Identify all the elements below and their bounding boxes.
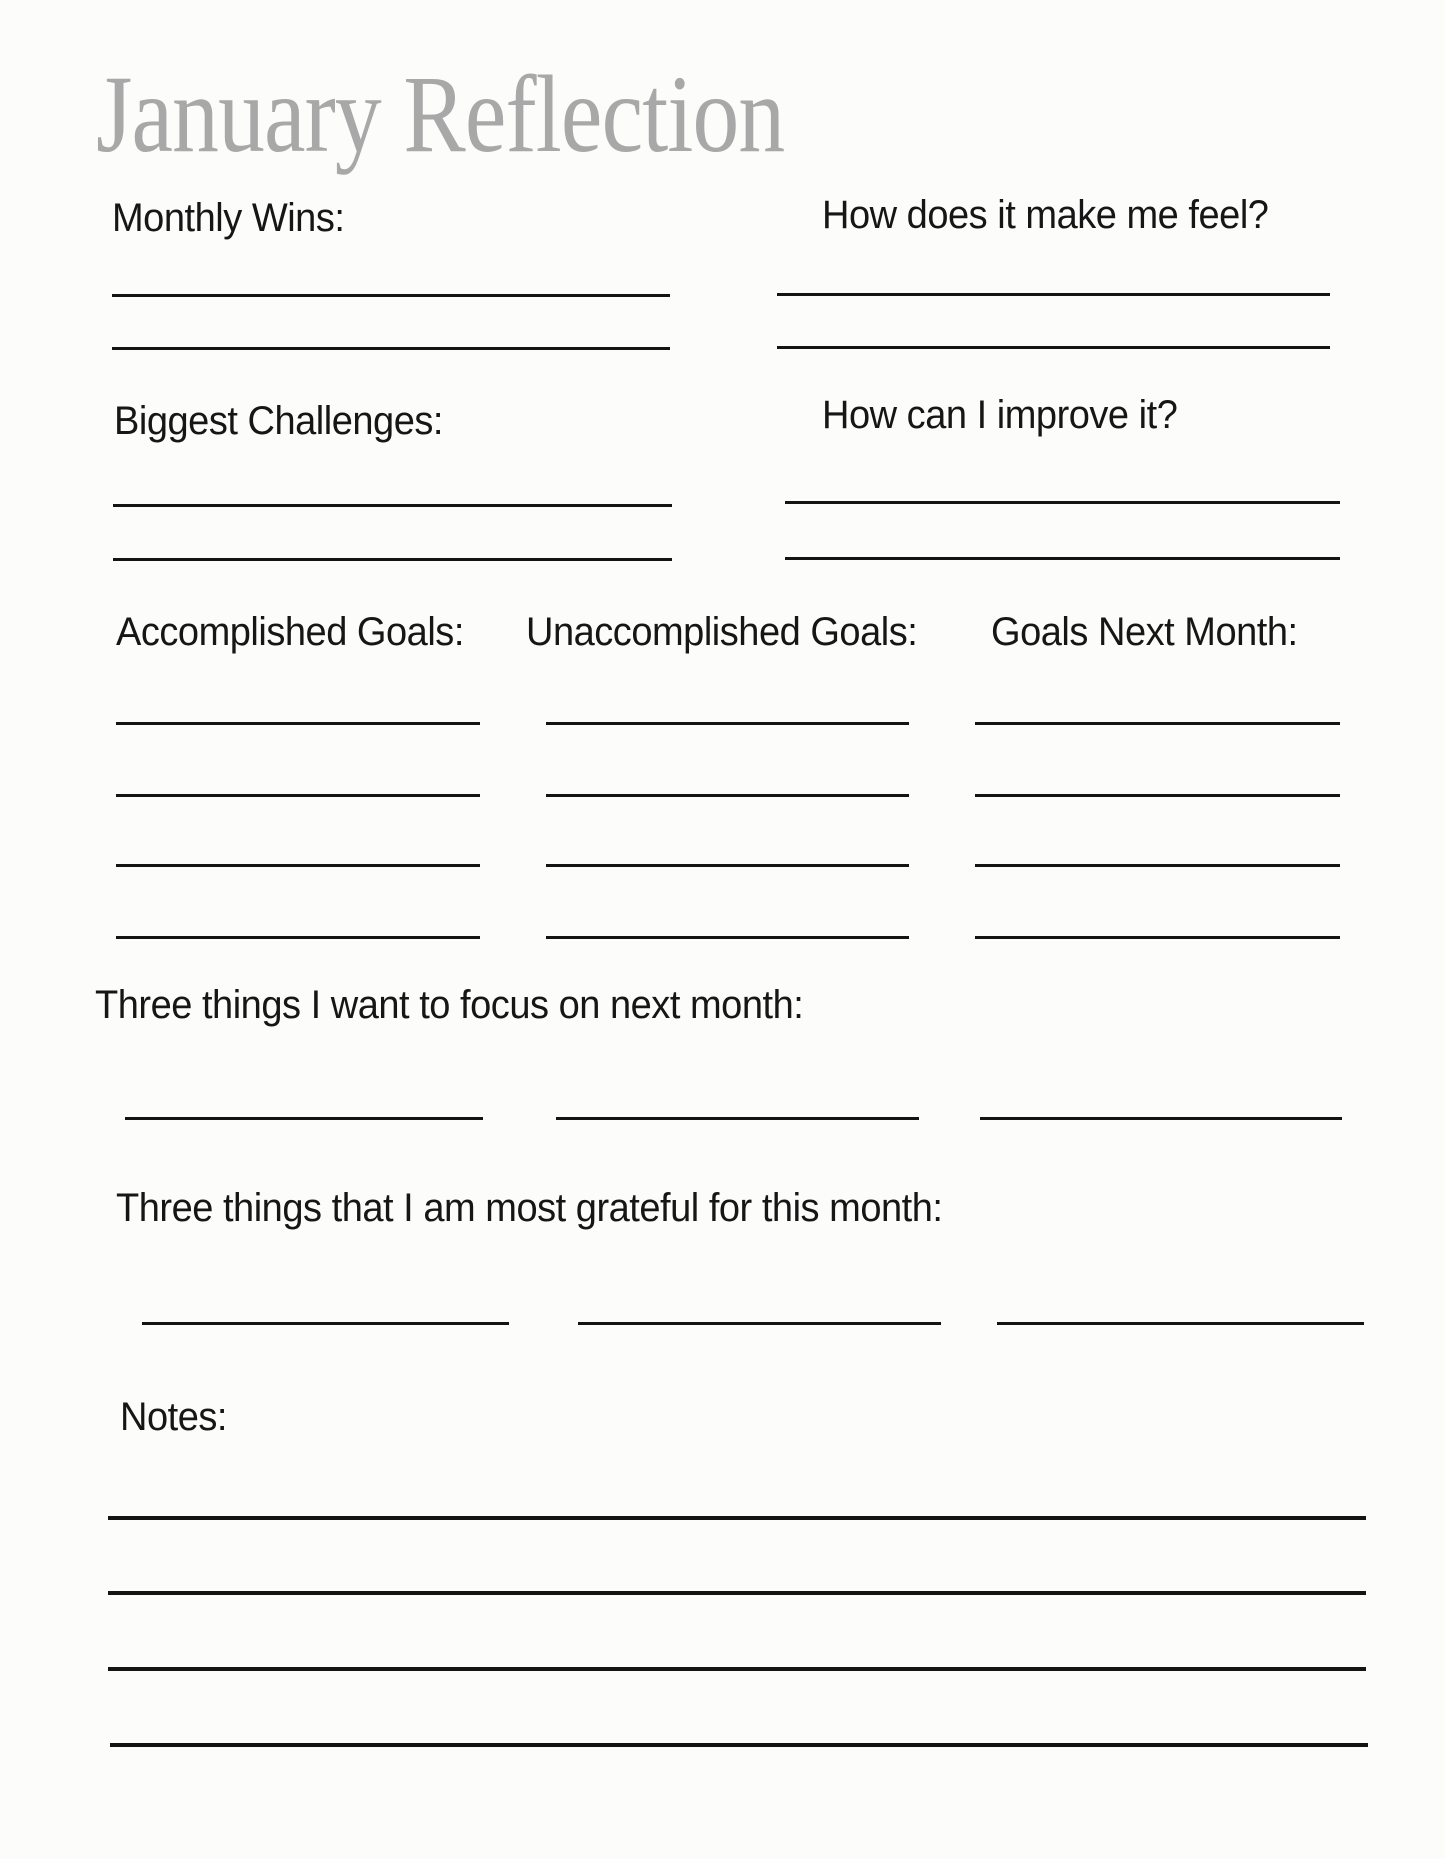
feel-blank-line xyxy=(777,293,1330,296)
accomplished-goals-blank-line xyxy=(116,936,480,939)
goals-next-month-blank-line xyxy=(975,794,1340,797)
focus-blank-line xyxy=(980,1117,1342,1120)
notes-blank-line xyxy=(108,1591,1366,1595)
notes-label: Notes: xyxy=(120,1395,227,1439)
accomplished-goals-blank-line xyxy=(116,864,480,867)
challenges-blank-line xyxy=(113,504,672,507)
feel-blank-line xyxy=(777,346,1330,349)
unaccomplished-goals-blank-line xyxy=(546,864,909,867)
goals-next-month-blank-line xyxy=(975,864,1340,867)
monthly-wins-label: Monthly Wins: xyxy=(112,196,345,240)
accomplished-goals-blank-line xyxy=(116,722,480,725)
unaccomplished-goals-blank-line xyxy=(546,936,909,939)
improve-label: How can I improve it? xyxy=(822,393,1178,437)
focus-blank-line xyxy=(125,1117,483,1120)
accomplished-goals-label: Accomplished Goals: xyxy=(116,610,464,654)
grateful-blank-line xyxy=(997,1322,1364,1325)
monthly-wins-blank-line xyxy=(112,347,670,350)
focus-label: Three things I want to focus on next month: xyxy=(95,983,804,1027)
grateful-label: Three things that I am most grateful for this month: xyxy=(116,1186,943,1230)
monthly-wins-blank-line xyxy=(112,294,670,297)
grateful-blank-line xyxy=(578,1322,941,1325)
grateful-blank-line xyxy=(142,1322,509,1325)
improve-blank-line xyxy=(785,557,1340,560)
goals-next-month-label: Goals Next Month: xyxy=(991,610,1298,654)
goals-next-month-blank-line xyxy=(975,722,1340,725)
challenges-blank-line xyxy=(113,558,672,561)
challenges-label: Biggest Challenges: xyxy=(114,399,443,443)
focus-blank-line xyxy=(556,1117,919,1120)
accomplished-goals-blank-line xyxy=(116,794,480,797)
unaccomplished-goals-blank-line xyxy=(546,794,909,797)
notes-blank-line xyxy=(108,1516,1366,1520)
notes-blank-line xyxy=(108,1667,1366,1671)
feel-label: How does it make me feel? xyxy=(822,193,1269,237)
page-title: January Reflection xyxy=(96,53,785,175)
goals-next-month-blank-line xyxy=(975,936,1340,939)
notes-blank-line xyxy=(110,1743,1368,1747)
unaccomplished-goals-blank-line xyxy=(546,722,909,725)
unaccomplished-goals-label: Unaccomplished Goals: xyxy=(526,610,918,654)
improve-blank-line xyxy=(785,501,1340,504)
